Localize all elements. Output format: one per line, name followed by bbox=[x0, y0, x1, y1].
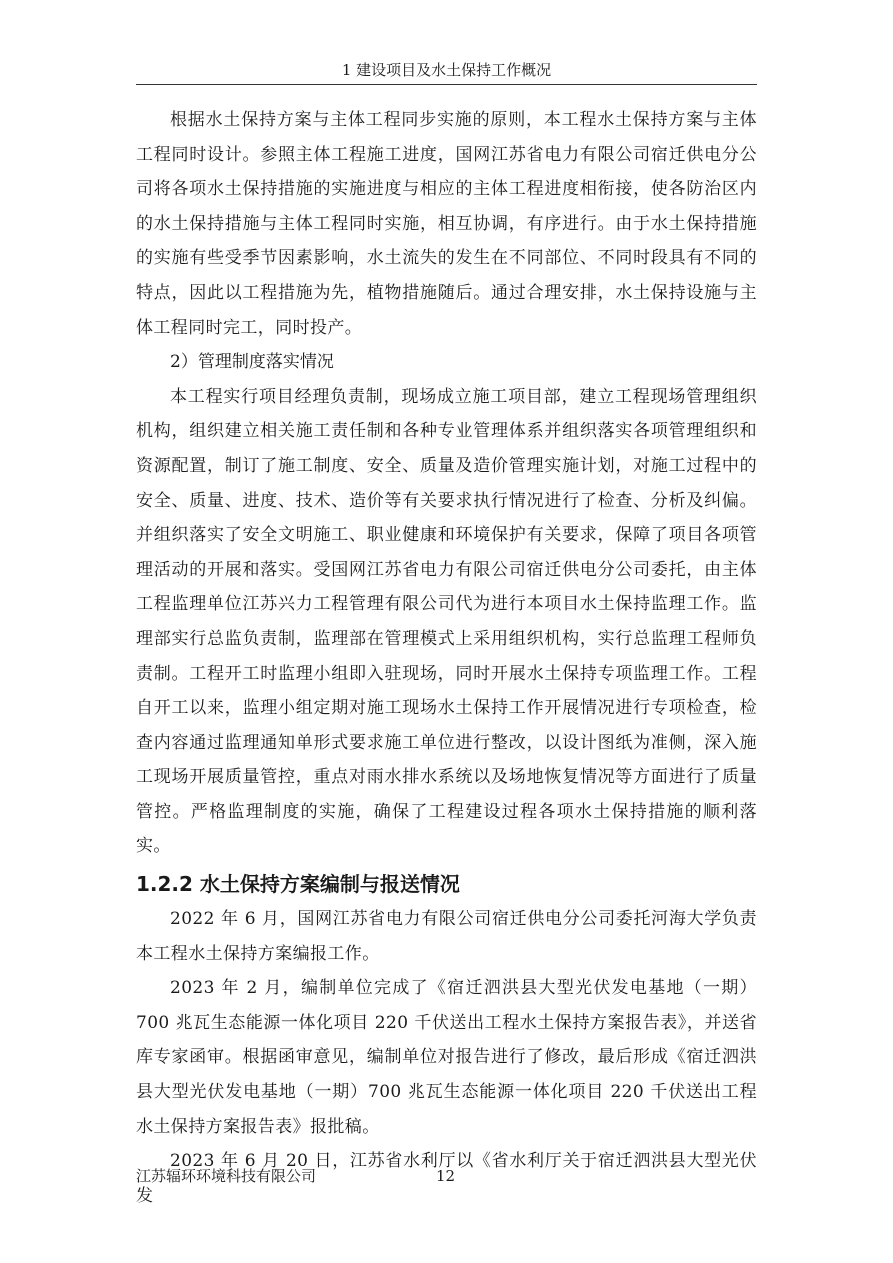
section-heading-1-2-2: 1.2.2 水土保持方案编制与报送情况 bbox=[136, 872, 460, 897]
paragraph-sync-implementation: 根据水土保持方案与主体工程同步实施的原则，本工程水土保持方案与主体工程同时设计。参照主体工程施工进度，国网江苏省电力有限公司宿迁供电分公司将各项水土保持措施的实施进度与相应的主体工程进度相衔接，使各防治区内的水土保持措施与主体工程同时实施，相互协调，有序进行。由于水土保持措施的实施有些受季节因素影响，水土流失的发生在不同部位、不同时段具有不同的特点，因此以工程措施为先，植物措施随后。通过合理安排，水土保持设施与主体工程同时完工，同时投产。 bbox=[136, 110, 757, 338]
paragraph-2023-june: 2023 年 6 月 20 日，江苏省水利厅以《省水利厅关于宿迁泗洪县大型光伏发 bbox=[136, 1151, 757, 1206]
page-number: 12 bbox=[436, 1167, 456, 1185]
footer-organization: 江苏辐环环境科技有限公司 bbox=[136, 1167, 317, 1185]
paragraph-management-details: 本工程实行项目经理负责制，现场成立施工项目部，建立工程现场管理组织机构，组织建立相关施工责任制和各种专业管理体系并组织落实各项管理组织和资源配置，制订了施工制度、安全、质量及造价管理实施计划，对施工过程中的安全、质量、进度、技术、造价等有关要求执行情况进行了检查、分析及纠偏。并组织落实了安全文明施工、职业健康和环境保护有关要求，保障了项目各项管理活动的开展和落实。受国网江苏省电力有限公司宿迁供电分公司委托，由主体工程监理单位江苏兴力工程管理有限公司代为进行本项目水土保持监理工作。监理部实行总监负责制，监理部在管理模式上采用组织机构，实行总监理工程师负责制。工程开工时监理小组即入驻现场，同时开展水土保持专项监理工作。工程自开工以来，监理小组定期对施工现场水土保持工作开展情况进行专项检查，检查内容通过监理通知单形式要求施工单位进行整改，以设计图纸为准侧，深入施工现场开展质量管控，重点对雨水排水系统以及场地恢复情况等方面进行了质量管控。严格监理制度的实施，确保了工程建设过程各项水土保持措施的顺利落实。 bbox=[136, 386, 757, 857]
paragraph-2023-february: 2023 年 2 月，编制单位完成了《宿迁泗洪县大型光伏发电基地（一期）700 兆瓦生态能源一体化项目 220 千伏送出工程水土保持方案报告表》，并送省库专家函审。根据函审意见，编制单位对报告进行了修改，最后形成《宿迁泗洪县大型光伏发电基地（一期）700 兆瓦生态能源一体化项目 220 千伏送出工程水土保持方案报告表》报批稿。 bbox=[136, 978, 757, 1137]
subheading-management-system: 2）管理制度落实情况 bbox=[170, 352, 334, 373]
running-header: 1 建设项目及水土保持工作概况 bbox=[341, 61, 552, 79]
page-body bbox=[136, 103, 757, 1213]
paragraph-2022-commission: 2022 年 6 月，国网江苏省电力有限公司宿迁供电分公司委托河海大学负责本工程水土保持方案编报工作。 bbox=[136, 909, 757, 964]
header-divider bbox=[136, 84, 757, 85]
